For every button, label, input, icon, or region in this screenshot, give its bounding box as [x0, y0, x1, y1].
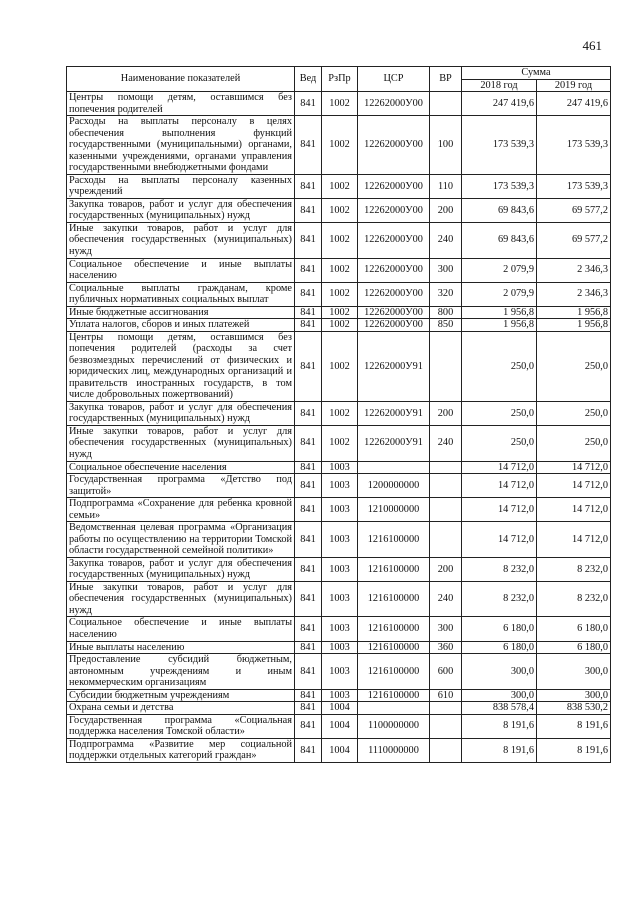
row-csr: 12262000У91: [358, 401, 430, 425]
row-vr: 600: [430, 654, 462, 690]
row-sum-2019: 2 346,3: [537, 258, 611, 282]
row-name: Подпрограмма «Сохранение для ребенка кровной семьи»: [67, 498, 295, 522]
row-name: Иные закупки товаров, работ и услуг для обеспечения государственных (муниципальных) нужд: [67, 425, 295, 461]
table-row: [67, 474, 611, 498]
row-rzpr: 1003: [322, 654, 358, 690]
table-row: [67, 461, 611, 474]
row-ved: 841: [295, 319, 322, 332]
table-row: [67, 581, 611, 617]
row-csr: 1216100000: [358, 641, 430, 654]
row-rzpr: 1004: [322, 738, 358, 762]
row-sum-2019: 2 346,3: [537, 282, 611, 306]
table-body: [67, 92, 611, 763]
row-name: Иные закупки товаров, работ и услуг для обеспечения государственных (муниципальных) нужд: [67, 581, 295, 617]
table-row: [67, 306, 611, 319]
table-row: [67, 319, 611, 332]
table-row: [67, 258, 611, 282]
row-name: Закупка товаров, работ и услуг для обеспечения государственных (муниципальных) нужд: [67, 198, 295, 222]
table-row: [67, 116, 611, 175]
table-row: [67, 522, 611, 558]
header-2019: 2019 год: [537, 79, 611, 92]
row-vr: [430, 331, 462, 401]
header-csr: ЦСР: [358, 67, 430, 92]
row-sum-2018: 8 191,6: [462, 738, 537, 762]
row-sum-2018: 2 079,9: [462, 282, 537, 306]
row-ved: 841: [295, 474, 322, 498]
row-ved: 841: [295, 331, 322, 401]
header-vr: ВР: [430, 67, 462, 92]
header-sum: Сумма: [462, 67, 611, 80]
table-row: [67, 557, 611, 581]
row-name: Государственная программа «Социальная поддержка населения Томской области»: [67, 714, 295, 738]
row-sum-2019: 173 539,3: [537, 174, 611, 198]
row-sum-2019: 173 539,3: [537, 116, 611, 175]
page-number: 461: [582, 38, 602, 53]
budget-table: [66, 66, 611, 763]
row-vr: 200: [430, 401, 462, 425]
row-ved: 841: [295, 425, 322, 461]
row-rzpr: 1003: [322, 617, 358, 641]
row-sum-2019: 1 956,8: [537, 319, 611, 332]
table-row: [67, 617, 611, 641]
row-rzpr: 1002: [322, 222, 358, 258]
row-sum-2019: 8 191,6: [537, 714, 611, 738]
row-rzpr: 1003: [322, 581, 358, 617]
row-rzpr: 1003: [322, 522, 358, 558]
row-sum-2018: 1 956,8: [462, 319, 537, 332]
row-csr: 12262000У00: [358, 198, 430, 222]
header-name: Наименование показателей: [67, 67, 295, 92]
row-sum-2018: 6 180,0: [462, 641, 537, 654]
row-sum-2019: 250,0: [537, 331, 611, 401]
row-vr: 610: [430, 689, 462, 702]
row-csr: 12262000У00: [358, 174, 430, 198]
row-vr: [430, 474, 462, 498]
row-ved: 841: [295, 401, 322, 425]
row-rzpr: 1002: [322, 258, 358, 282]
row-csr: 1216100000: [358, 654, 430, 690]
row-sum-2019: 1 956,8: [537, 306, 611, 319]
row-csr: 12262000У00: [358, 258, 430, 282]
row-sum-2019: 14 712,0: [537, 522, 611, 558]
row-csr: 1110000000: [358, 738, 430, 762]
table-row: [67, 425, 611, 461]
row-rzpr: 1003: [322, 461, 358, 474]
row-sum-2019: 14 712,0: [537, 461, 611, 474]
row-sum-2018: 300,0: [462, 654, 537, 690]
row-sum-2019: 69 577,2: [537, 198, 611, 222]
row-sum-2019: 250,0: [537, 401, 611, 425]
row-vr: [430, 714, 462, 738]
row-ved: 841: [295, 258, 322, 282]
row-csr: 12262000У00: [358, 222, 430, 258]
row-name: Уплата налогов, сборов и иных платежей: [67, 319, 295, 332]
header-ved: Вед: [295, 67, 322, 92]
row-vr: 110: [430, 174, 462, 198]
table-row: [67, 714, 611, 738]
row-vr: [430, 738, 462, 762]
row-ved: 841: [295, 738, 322, 762]
row-sum-2018: 8 232,0: [462, 557, 537, 581]
table-row: [67, 641, 611, 654]
row-rzpr: 1002: [322, 425, 358, 461]
table-row: [67, 331, 611, 401]
row-vr: 360: [430, 641, 462, 654]
row-ved: 841: [295, 641, 322, 654]
row-name: Подпрограмма «Развитие мер социальной поддержки отдельных категорий граждан»: [67, 738, 295, 762]
row-sum-2019: 8 232,0: [537, 581, 611, 617]
row-rzpr: 1003: [322, 689, 358, 702]
table-row: [67, 198, 611, 222]
row-rzpr: 1004: [322, 714, 358, 738]
row-sum-2018: 14 712,0: [462, 461, 537, 474]
row-rzpr: 1002: [322, 282, 358, 306]
row-name: Иные закупки товаров, работ и услуг для обеспечения государственных (муниципальных) нужд: [67, 222, 295, 258]
header-2018: 2018 год: [462, 79, 537, 92]
row-sum-2018: 300,0: [462, 689, 537, 702]
row-vr: [430, 498, 462, 522]
row-sum-2018: 1 956,8: [462, 306, 537, 319]
row-rzpr: 1002: [322, 198, 358, 222]
row-sum-2019: 300,0: [537, 654, 611, 690]
row-sum-2018: 250,0: [462, 331, 537, 401]
row-sum-2018: 2 079,9: [462, 258, 537, 282]
row-ved: 841: [295, 198, 322, 222]
row-name: Предоставление субсидий бюджетным, автономным учреждениям и иным некоммерческим организациям: [67, 654, 295, 690]
row-sum-2018: 14 712,0: [462, 522, 537, 558]
table-row: [67, 654, 611, 690]
row-vr: 100: [430, 116, 462, 175]
row-rzpr: 1002: [322, 331, 358, 401]
row-ved: 841: [295, 461, 322, 474]
row-sum-2018: 14 712,0: [462, 498, 537, 522]
row-ved: 841: [295, 714, 322, 738]
row-rzpr: 1003: [322, 474, 358, 498]
row-name: Иные выплаты населению: [67, 641, 295, 654]
row-name: Закупка товаров, работ и услуг для обеспечения государственных (муниципальных) нужд: [67, 401, 295, 425]
row-csr: 12262000У91: [358, 331, 430, 401]
row-rzpr: 1002: [322, 319, 358, 332]
row-sum-2018: 250,0: [462, 425, 537, 461]
row-name: Центры помощи детям, оставшимся без попечения родителей (расходы за счет безвозмездных перечислений от физических и юридических лиц, международных организаций и правительств иностранных государств, в том числе добровольных пожертвований): [67, 331, 295, 401]
row-csr: 1216100000: [358, 522, 430, 558]
table-row: [67, 702, 611, 715]
row-rzpr: 1002: [322, 174, 358, 198]
row-vr: 800: [430, 306, 462, 319]
row-csr: 1100000000: [358, 714, 430, 738]
header-rzpr: РзПр: [322, 67, 358, 92]
row-sum-2019: 6 180,0: [537, 617, 611, 641]
row-csr: 12262000У00: [358, 306, 430, 319]
row-name: Охрана семьи и детства: [67, 702, 295, 715]
row-ved: 841: [295, 498, 322, 522]
row-ved: 841: [295, 222, 322, 258]
table-row: [67, 738, 611, 762]
row-sum-2019: 250,0: [537, 425, 611, 461]
row-vr: [430, 92, 462, 116]
row-name: Социальное обеспечение и иные выплаты населению: [67, 258, 295, 282]
row-rzpr: 1004: [322, 702, 358, 715]
row-sum-2018: 69 843,6: [462, 198, 537, 222]
row-csr: 12262000У00: [358, 92, 430, 116]
row-sum-2019: 300,0: [537, 689, 611, 702]
row-ved: 841: [295, 557, 322, 581]
row-vr: 240: [430, 425, 462, 461]
row-name: Субсидии бюджетным учреждениям: [67, 689, 295, 702]
row-sum-2018: 69 843,6: [462, 222, 537, 258]
row-rzpr: 1002: [322, 401, 358, 425]
table-row: [67, 92, 611, 116]
row-rzpr: 1003: [322, 641, 358, 654]
row-csr: 1210000000: [358, 498, 430, 522]
row-ved: 841: [295, 92, 322, 116]
row-name: Ведомственная целевая программа «Организация работы по осуществлению на территории Томской области государственной семейной политики»: [67, 522, 295, 558]
row-rzpr: 1002: [322, 306, 358, 319]
row-sum-2019: 14 712,0: [537, 474, 611, 498]
row-rzpr: 1003: [322, 498, 358, 522]
row-sum-2018: 250,0: [462, 401, 537, 425]
row-ved: 841: [295, 702, 322, 715]
row-ved: 841: [295, 282, 322, 306]
table-row: [67, 689, 611, 702]
row-vr: 240: [430, 222, 462, 258]
row-ved: 841: [295, 654, 322, 690]
row-sum-2019: 6 180,0: [537, 641, 611, 654]
row-sum-2019: 69 577,2: [537, 222, 611, 258]
row-vr: 200: [430, 198, 462, 222]
row-name: Социальное обеспечение и иные выплаты населению: [67, 617, 295, 641]
table-row: [67, 174, 611, 198]
row-sum-2018: 173 539,3: [462, 116, 537, 175]
row-vr: [430, 461, 462, 474]
row-vr: [430, 702, 462, 715]
row-vr: 320: [430, 282, 462, 306]
row-sum-2019: 8 191,6: [537, 738, 611, 762]
row-name: Иные бюджетные ассигнования: [67, 306, 295, 319]
row-ved: 841: [295, 116, 322, 175]
row-csr: [358, 461, 430, 474]
row-sum-2018: 247 419,6: [462, 92, 537, 116]
row-vr: 300: [430, 258, 462, 282]
row-sum-2019: 8 232,0: [537, 557, 611, 581]
table-row: [67, 282, 611, 306]
row-csr: 12262000У00: [358, 116, 430, 175]
row-csr: 1200000000: [358, 474, 430, 498]
row-rzpr: 1002: [322, 116, 358, 175]
row-ved: 841: [295, 617, 322, 641]
row-rzpr: 1002: [322, 92, 358, 116]
row-name: Расходы на выплаты персоналу в целях обеспечения выполнения функций государственными (муниципальными) органами, казенными учреждениями, органами управления государственными внебюджетными фондами: [67, 116, 295, 175]
row-ved: 841: [295, 306, 322, 319]
row-sum-2018: 14 712,0: [462, 474, 537, 498]
row-ved: 841: [295, 174, 322, 198]
row-vr: 200: [430, 557, 462, 581]
row-csr: 1216100000: [358, 617, 430, 641]
row-name: Закупка товаров, работ и услуг для обеспечения государственных (муниципальных) нужд: [67, 557, 295, 581]
row-vr: 300: [430, 617, 462, 641]
row-vr: [430, 522, 462, 558]
row-csr: 1216100000: [358, 557, 430, 581]
table-row: [67, 498, 611, 522]
row-vr: 850: [430, 319, 462, 332]
row-csr: 1216100000: [358, 581, 430, 617]
row-csr: 12262000У00: [358, 282, 430, 306]
row-sum-2018: 6 180,0: [462, 617, 537, 641]
header-row: [67, 67, 611, 80]
row-sum-2019: 247 419,6: [537, 92, 611, 116]
row-csr: 12262000У00: [358, 319, 430, 332]
row-csr: 12262000У91: [358, 425, 430, 461]
row-name: Государственная программа «Детство под защитой»: [67, 474, 295, 498]
row-ved: 841: [295, 689, 322, 702]
row-rzpr: 1003: [322, 557, 358, 581]
table-row: [67, 222, 611, 258]
table-row: [67, 401, 611, 425]
row-sum-2019: 14 712,0: [537, 498, 611, 522]
row-sum-2018: 8 232,0: [462, 581, 537, 617]
row-name: Расходы на выплаты персоналу казенных учреждений: [67, 174, 295, 198]
row-name: Центры помощи детям, оставшимся без попечения родителей: [67, 92, 295, 116]
row-sum-2018: 173 539,3: [462, 174, 537, 198]
row-sum-2018: 8 191,6: [462, 714, 537, 738]
row-csr: 1216100000: [358, 689, 430, 702]
row-name: Социальные выплаты гражданам, кроме публичных нормативных социальных выплат: [67, 282, 295, 306]
row-ved: 841: [295, 581, 322, 617]
row-csr: [358, 702, 430, 715]
row-name: Социальное обеспечение населения: [67, 461, 295, 474]
row-sum-2018: 838 578,4: [462, 702, 537, 715]
row-ved: 841: [295, 522, 322, 558]
row-vr: 240: [430, 581, 462, 617]
row-sum-2019: 838 530,2: [537, 702, 611, 715]
